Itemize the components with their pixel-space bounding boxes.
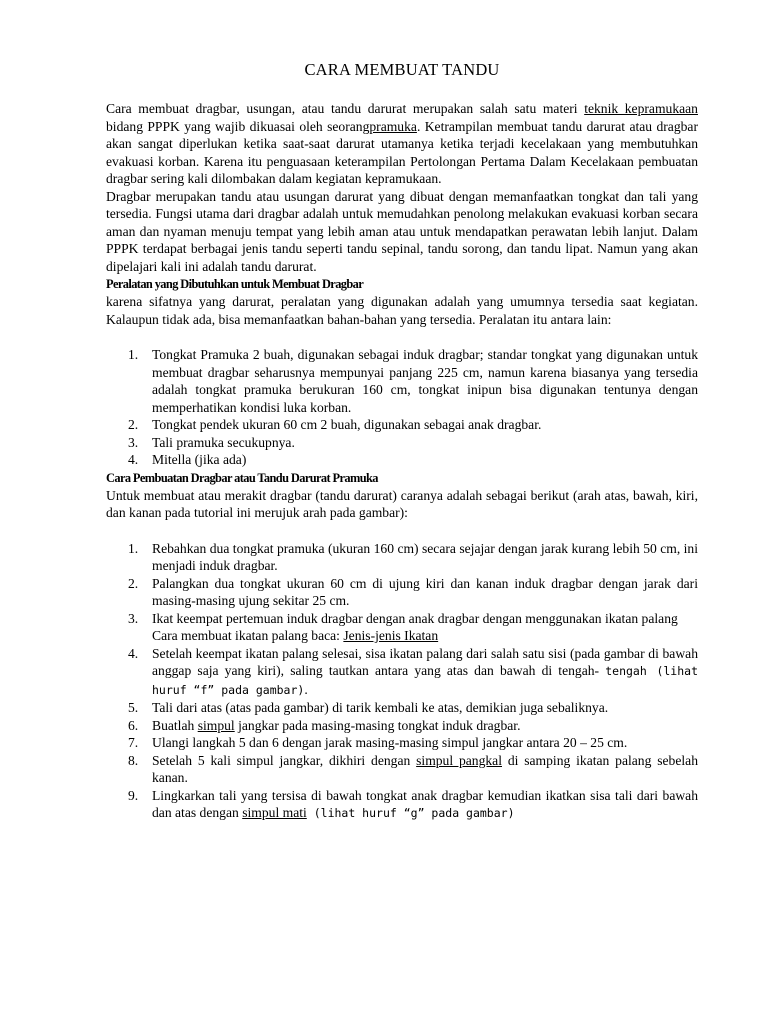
intro-paragraph-1: [106, 100, 698, 188]
figure-reference: tengah (lihat huruf “f” pada gambar): [152, 664, 698, 697]
figure-reference: (lihat huruf “g” pada gambar): [306, 806, 515, 820]
list-text: Tongkat Pramuka 2 buah, digunakan sebagai induk dragbar; standar tongkat yang digunakan untuk membuat dragbar seharusnya mempunyai panjang 225 cm, namun karena biasanya yang tersedia adalah tongkat pramuka berukuran 160 cm, tongkat inipun bisa digunakan tentunya dengan memperhatikan kondisi luka korban.: [152, 347, 698, 415]
equipment-list: [106, 346, 698, 469]
list-number: 1.: [128, 347, 139, 362]
text: bidang PPPK yang wajib dikuasai oleh seorang: [106, 118, 370, 134]
steps-list: [106, 540, 698, 823]
list-item: [106, 717, 698, 735]
list-item: [106, 416, 698, 434]
list-item: [106, 451, 698, 469]
link-simpul-mati[interactable]: simpul mati: [242, 805, 307, 820]
list-number: 3.: [128, 434, 139, 450]
list-text: Setelah keempat ikatan palang selesai, sisa ikatan palang dari salah satu sisi (pada gambar di bawah anggap saja yang kiri), saling tautkan antara yang atas dan bawah di tengah-: [152, 645, 698, 678]
list-text: Ulangi langkah 5 dan 6 dengan jarak masing-masing simpul jangkar antara 20 – 25 cm.: [152, 735, 628, 750]
list-item: [106, 787, 698, 823]
link-teknik-kepramukaan[interactable]: teknik kepramukaan: [584, 101, 698, 116]
list-item: [106, 610, 698, 645]
list-number: 2.: [128, 575, 139, 591]
list-text: Buatlah: [152, 717, 198, 733]
list-item: [106, 645, 698, 700]
list-text: Ikat keempat pertemuan induk dragbar dengan anak dragbar dengan menggunakan ikatan palang: [152, 610, 678, 626]
list-item: [106, 540, 698, 575]
list-text: di samping ikatan palang sebelah kanan.: [152, 752, 698, 785]
list-text: Palangkan dua tongkat ukuran 60 cm di ujung kiri dan kanan induk dragbar dengan jarak dari masing-masing ujung sekitar 25 cm.: [152, 575, 698, 608]
list-text: Lingkarkan tali yang tersisa di bawah tongkat anak dragbar kemudian ikatkan sisa tali dari bawah dan atas dengan: [152, 787, 698, 820]
list-text: Tali pramuka secukupnya.: [152, 434, 295, 450]
list-number: 7.: [128, 735, 139, 750]
list-subtext: Cara membuat ikatan palang baca:: [152, 628, 344, 643]
list-item: [106, 699, 698, 717]
list-number: 1.: [128, 540, 139, 556]
section1-text: karena sifatnya yang darurat, peralatan yang digunakan adalah yang umumnya tersedia saat kegiatan. Kalaupun tidak ada, bisa memanfaatkan bahan-bahan yang tersedia. Peralatan itu antara lain:: [106, 294, 698, 327]
section-heading-peralatan: Peralatan yang Dibutuhkan untuk Membuat Dragbar: [106, 277, 364, 291]
list-number: 5.: [128, 700, 139, 715]
list-number: 2.: [128, 417, 139, 432]
text: . Ketrampilan membuat tandu darurat atau dragbar akan sangat diperlukan ketika saat-saat darurat utamanya ketika terjadi kecelakaan yang membutuhkan evakuasi korban. Karena itu penguasaan keterampilan Pertolongan Pertama Dalam Kecelakaan pembuatan dragbar sering kali dilombakan dalam kegiatan kepramukaan.: [106, 118, 698, 186]
list-number: 6.: [128, 717, 139, 733]
link-jenis-jenis-ikatan[interactable]: Jenis-jenis Ikatan: [343, 628, 439, 643]
list-item: [106, 575, 698, 610]
list-item: [106, 752, 698, 787]
section2-text: Untuk membuat atau merakit dragbar (tandu darurat) caranya adalah sebagai berikut (arah atas, bawah, kiri, dan kanan pada tutorial ini merujuk arah pada gambar):: [106, 487, 698, 520]
intro-paragraph-2: Dragbar merupakan tandu atau usungan darurat yang dibuat dengan memanfaatkan tongkat dan tali yang tersedia. Fungsi utama dari dragbar adalah untuk memudahkan penolong melakukan evakuasi korban secara aman dan nyaman menuju tempat yang lebih aman atau untuk mendapatkan perawatan lebih lanjut. Dalam PPPK terdapat berbagai jenis tandu seperti tandu sepinal, tandu sorong, dan tandu lipat. Namun yang akan dipelajari kali ini adalah tandu darurat.: [106, 188, 698, 274]
list-item: [106, 734, 698, 752]
list-item: [106, 346, 698, 416]
list-text: Tali dari atas (atas pada gambar) di tarik kembali ke atas, demikian juga sebaliknya.: [152, 700, 609, 715]
list-number: 9.: [128, 787, 139, 803]
list-item: [106, 434, 698, 452]
list-text: Rebahkan dua tongkat pramuka (ukuran 160 cm) secara sejajar dengan jarak kurang lebih 50 cm, ini menjadi induk dragbar.: [152, 540, 698, 573]
list-number: 8.: [128, 752, 139, 768]
page-title: CARA MEMBUAT TANDU: [304, 60, 500, 79]
list-number: 4.: [128, 645, 139, 661]
link-simpul[interactable]: simpul: [197, 717, 235, 733]
list-number: 4.: [128, 452, 139, 467]
list-text: .: [304, 681, 308, 697]
list-number: 3.: [128, 610, 139, 626]
list-text: Setelah 5 kali simpul jangkar, dikhiri dengan: [152, 752, 417, 768]
link-pramuka[interactable]: pramuka: [369, 118, 417, 134]
text: Cara membuat dragbar, usungan, atau tandu darurat merupakan salah satu materi: [106, 101, 585, 116]
list-text: jangkar pada masing-masing tongkat induk dragbar.: [234, 717, 521, 733]
list-text: Mitella (jika ada): [152, 452, 247, 467]
list-text: Tongkat pendek ukuran 60 cm 2 buah, digunakan sebagai anak dragbar.: [152, 417, 542, 432]
link-simpul-pangkal[interactable]: simpul pangkal: [416, 752, 502, 768]
section-heading-cara-pembuatan: Cara Pembuatan Dragbar atau Tandu Darurat Pramuka: [106, 470, 378, 485]
